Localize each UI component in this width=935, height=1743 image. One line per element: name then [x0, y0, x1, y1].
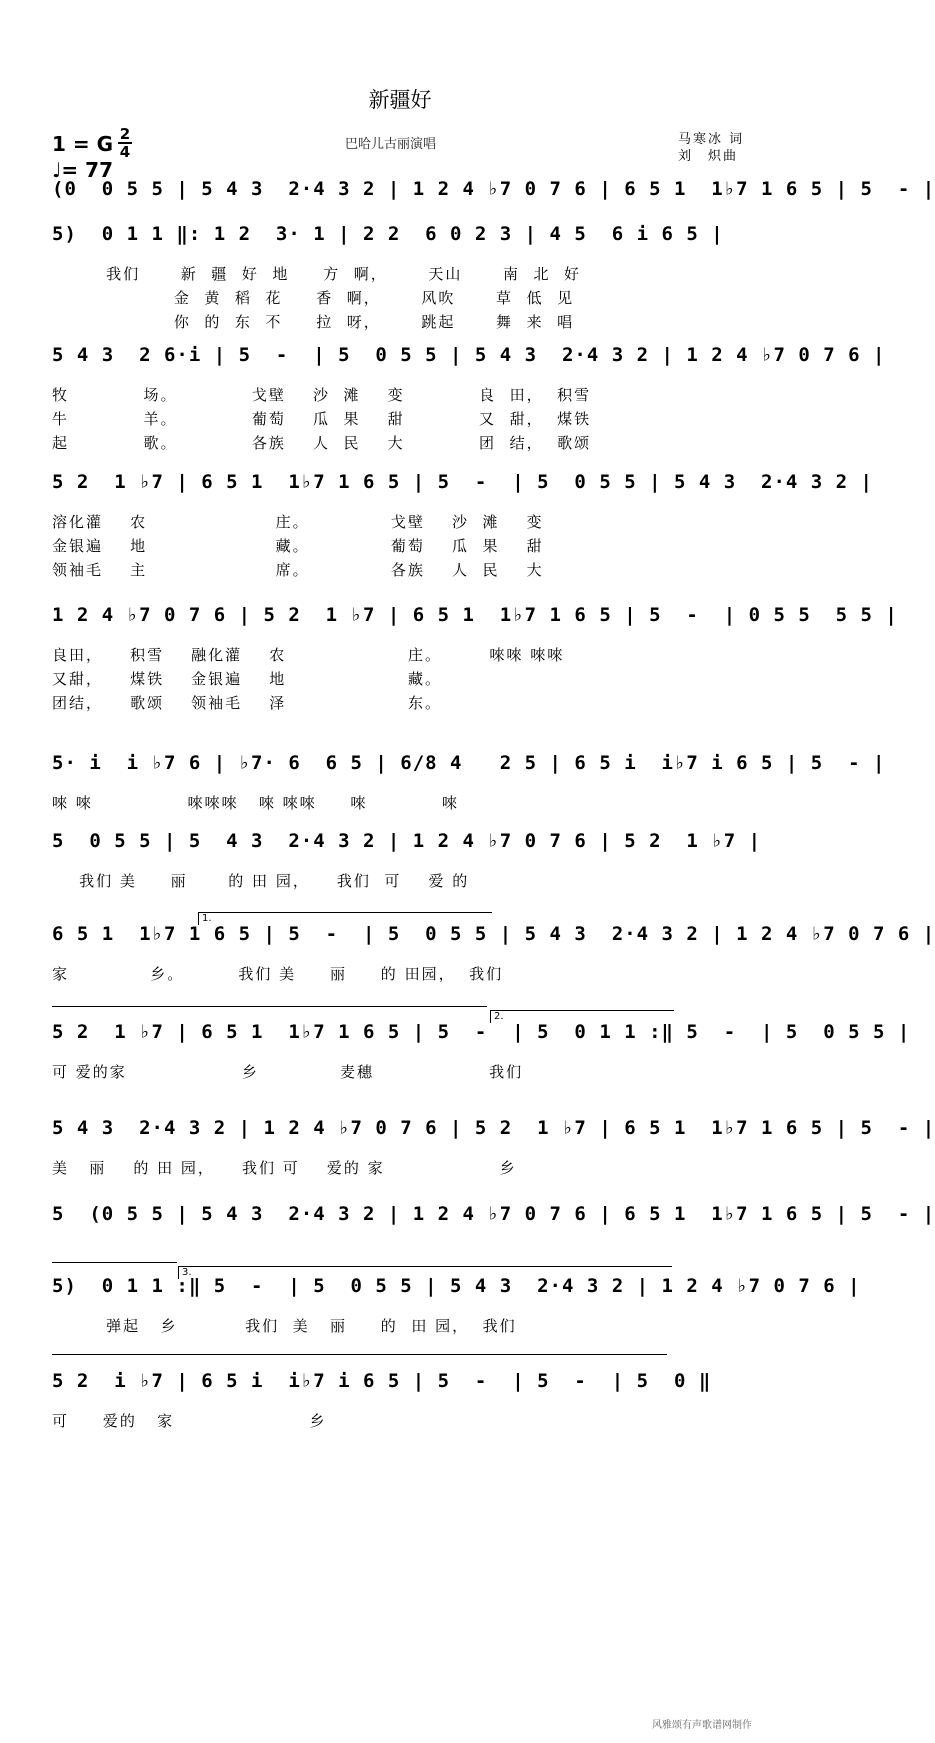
- meter-numerator: 2: [119, 125, 131, 143]
- lyric-line: 你 的 东 不 拉 呀， 跳起 舞 来 唱: [52, 313, 575, 331]
- notation-row: (0 0 5 5 | 5 4 3 2·4 3 2 | 1 2 4 ♭7 0 7 6 | 6 5 1 1♭7 1 6 5 | 5 - |: [52, 178, 935, 200]
- lyric-line: 牧 场。 戈壁 沙 滩 变 良 田， 积雪: [52, 386, 592, 404]
- lyric-line: 又甜， 煤铁 金银遍 地 藏。: [52, 670, 443, 688]
- bracket-line: [52, 1006, 487, 1007]
- notation-row: 5 2 i ♭7 | 6 5 i i♭7 i 6 5 | 5 - | 5 - | 5 0 ‖: [52, 1370, 712, 1392]
- tempo-marking: ♩= 77: [52, 158, 113, 182]
- notation-row: 5 2 1 ♭7 | 6 5 1 1♭7 1 6 5 | 5 - | 5 0 5 5 | 5 4 3 2·4 3 2 |: [52, 471, 873, 493]
- volta-ending-bracket: 2.: [490, 1010, 674, 1023]
- notation-row: 5 4 3 2·4 3 2 | 1 2 4 ♭7 0 7 6 | 5 2 1 ♭7 | 6 5 1 1♭7 1 6 5 | 5 - |: [52, 1117, 935, 1139]
- lyric-line: 可 爱的家 乡 麦穗 我们: [52, 1063, 524, 1081]
- lyric-line: 家 乡。 我们 美 丽 的 田园， 我们: [52, 965, 504, 983]
- lyric-line: 弹起 乡 我们 美 丽 的 田 园， 我们: [52, 1317, 517, 1335]
- notation-row: 5) 0 1 1 ‖: 1 2 3· 1 | 2 2 6 0 2 3 | 4 5 6 i 6 5 |: [52, 223, 724, 245]
- lyric-line: 团结， 歌颂 领袖毛 泽 东。: [52, 694, 443, 712]
- lyric-line: 我们 新 疆 好 地 方 啊， 天山 南 北 好: [52, 265, 582, 283]
- lyric-line: 起 歌。 各族 人 民 大 团 结， 歌颂: [52, 434, 592, 452]
- composer-credit: 刘 炽曲: [678, 149, 739, 164]
- notation-row: 1 2 4 ♭7 0 7 6 | 5 2 1 ♭7 | 6 5 1 1♭7 1 6 5 | 5 - | 0 5 5 5 5 |: [52, 604, 898, 626]
- author-credits: [678, 131, 744, 165]
- key-signature: 1 = G: [52, 132, 114, 156]
- volta-ending-bracket: 1.: [198, 912, 492, 925]
- meter-denominator: 4: [119, 143, 131, 161]
- lyric-line: 金 黄 稻 花 香 啊， 风吹 草 低 见: [52, 289, 575, 307]
- footer-credit: 风雅颂有声歌谱网制作: [652, 1720, 752, 1731]
- song-title: 新疆好: [368, 88, 432, 112]
- lyric-line: 美 丽 的 田 园， 我们 可 爱的 家 乡: [52, 1159, 517, 1177]
- time-signature: [118, 127, 132, 159]
- volta-ending-bracket: 3.: [178, 1266, 672, 1279]
- lyric-line: 唻 唻 唻唻唻 唻 唻唻 唻 唻: [52, 794, 459, 812]
- notation-row: 5 2 1 ♭7 | 6 5 1 1♭7 1 6 5 | 5 - | 5 0 1 1 :‖ 5 - | 5 0 5 5 |: [52, 1021, 911, 1043]
- notation-row: 5· i i ♭7 6 | ♭7· 6 6 5 | 6/8 4 2 5 | 6 5 i i♭7 i 6 5 | 5 - |: [52, 752, 886, 774]
- bracket-line: [52, 1354, 667, 1355]
- notation-row: 5 0 5 5 | 5 4 3 2·4 3 2 | 1 2 4 ♭7 0 7 6 | 5 2 1 ♭7 |: [52, 830, 762, 852]
- singer-credit: 巴哈儿古丽演唱: [345, 137, 437, 152]
- lyric-line: 可 爱的 家 乡: [52, 1412, 327, 1430]
- bracket-line: [52, 1262, 177, 1263]
- notation-row: 6 5 1 1♭7 1 6 5 | 5 - | 5 0 5 5 | 5 4 3 2·4 3 2 | 1 2 4 ♭7 0 7 6 |: [52, 923, 935, 945]
- lyric-line: 良田， 积雪 融化灌 农 庄。 唻唻 唻唻: [52, 646, 565, 664]
- lyric-line: 我们 美 丽 的 田 园， 我们 可 爱 的: [52, 872, 470, 890]
- lyric-line: 溶化灌 农 庄。 戈壁 沙 滩 变: [52, 513, 544, 531]
- notation-row: 5 (0 5 5 | 5 4 3 2·4 3 2 | 1 2 4 ♭7 0 7 6 | 6 5 1 1♭7 1 6 5 | 5 - |: [52, 1203, 935, 1225]
- lyric-line: 领袖毛 主 席。 各族 人 民 大: [52, 561, 544, 579]
- lyricist-credit: 马寒冰 词: [678, 132, 745, 147]
- lyric-line: 牛 羊。 葡萄 瓜 果 甜 又 甜， 煤铁: [52, 410, 592, 428]
- lyric-line: 金银遍 地 藏。 葡萄 瓜 果 甜: [52, 537, 544, 555]
- notation-row: 5 4 3 2 6·i | 5 - | 5 0 5 5 | 5 4 3 2·4 3 2 | 1 2 4 ♭7 0 7 6 |: [52, 344, 886, 366]
- notation-row: 5) 0 1 1 :‖ 5 - | 5 0 5 5 | 5 4 3 2·4 3 2 | 1 2 4 ♭7 0 7 6 |: [52, 1275, 861, 1297]
